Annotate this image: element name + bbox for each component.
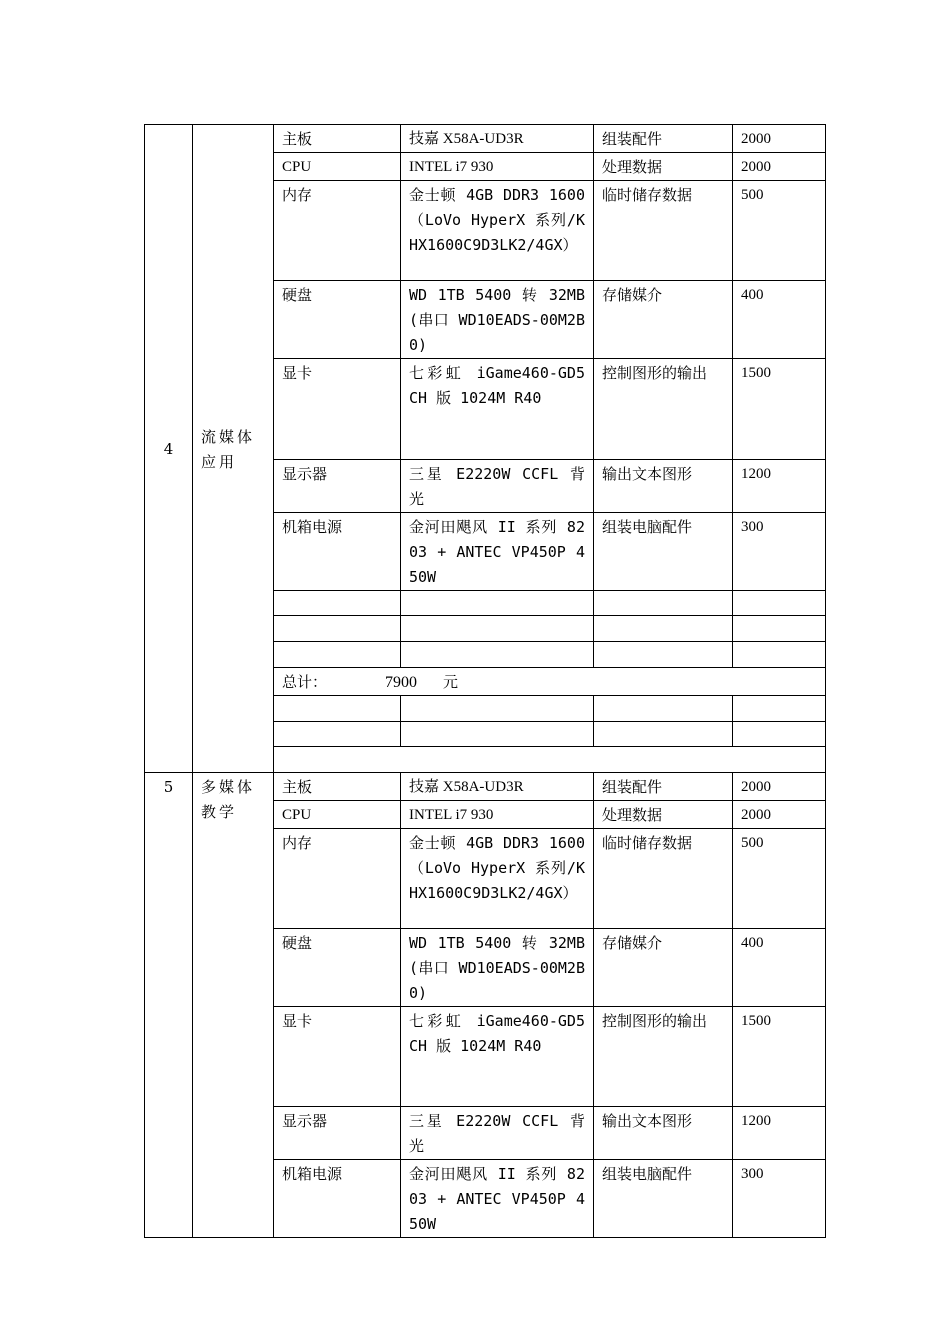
part-function: 组装配件 [594,773,733,801]
part-name: CPU [274,153,401,181]
part-function: 输出文本图形 [594,460,733,513]
part-price: 1200 [733,460,826,513]
group-category: 流媒体应用 [193,125,274,773]
group-number: 4 [145,125,193,773]
part-model: 金河田飓风 II 系列 8203 + ANTEC VP450P 450W [401,1160,594,1238]
table-row [145,773,826,801]
part-price: 500 [733,829,826,929]
part-function: 处理数据 [594,153,733,181]
part-name: 机箱电源 [274,513,401,591]
part-price: 1200 [733,1107,826,1160]
part-name: 机箱电源 [274,1160,401,1238]
part-function: 临时储存数据 [594,829,733,929]
part-model: 七彩虹 iGame460-GD5 CH 版 1024M R40 [401,359,594,460]
part-name: 内存 [274,829,401,929]
part-name: 主板 [274,125,401,153]
group-category: 多媒体教学 [193,773,274,1238]
part-model: WD 1TB 5400 转 32MB(串口 WD10EADS-00M2B0) [401,281,594,359]
part-price: 1500 [733,1007,826,1107]
part-function: 存储媒介 [594,281,733,359]
part-model: 金士顿 4GB DDR3 1600（LoVo HyperX 系列/KHX1600C9D3LK2/4GX） [401,829,594,929]
part-model: INTEL i7 930 [401,801,594,829]
part-name: 硬盘 [274,929,401,1007]
part-model: 金士顿 4GB DDR3 1600（LoVo HyperX 系列/KHX1600C9D3LK2/4GX） [401,181,594,281]
part-price: 400 [733,281,826,359]
part-name: 显卡 [274,359,401,460]
part-function: 输出文本图形 [594,1107,733,1160]
part-model: 技嘉 X58A-UD3R [401,125,594,153]
part-model: 三星 E2220W CCFL 背光 [401,460,594,513]
total-cell [274,668,826,696]
part-function: 临时储存数据 [594,181,733,281]
part-name: 主板 [274,773,401,801]
part-price: 500 [733,181,826,281]
part-name: CPU [274,801,401,829]
part-function: 控制图形的输出 [594,1007,733,1107]
part-model: 三星 E2220W CCFL 背光 [401,1107,594,1160]
part-model: WD 1TB 5400 转 32MB(串口 WD10EADS-00M2B0) [401,929,594,1007]
part-name: 显示器 [274,1107,401,1160]
part-function: 组装配件 [594,125,733,153]
part-function: 组装电脑配件 [594,1160,733,1238]
part-price: 300 [733,1160,826,1238]
part-price: 2000 [733,801,826,829]
part-model: INTEL i7 930 [401,153,594,181]
part-price: 2000 [733,773,826,801]
part-name: 显示器 [274,460,401,513]
part-price: 1500 [733,359,826,460]
part-function: 处理数据 [594,801,733,829]
table-row [145,125,826,153]
component-table [144,124,826,1238]
part-function: 存储媒介 [594,929,733,1007]
part-price: 400 [733,929,826,1007]
total-label: 总计： [282,673,328,691]
part-price: 300 [733,513,826,591]
part-function: 控制图形的输出 [594,359,733,460]
part-name: 硬盘 [274,281,401,359]
part-price: 2000 [733,153,826,181]
part-name: 内存 [274,181,401,281]
group-number: 5 [145,773,193,1238]
part-name: 显卡 [274,1007,401,1107]
part-function: 组装电脑配件 [594,513,733,591]
part-model: 技嘉 X58A-UD3R [401,773,594,801]
part-price: 2000 [733,125,826,153]
total-unit: 元 [443,673,459,691]
part-model: 七彩虹 iGame460-GD5 CH 版 1024M R40 [401,1007,594,1107]
total-amount: 7900 [385,674,418,691]
part-model: 金河田飓风 II 系列 8203 + ANTEC VP450P 450W [401,513,594,591]
